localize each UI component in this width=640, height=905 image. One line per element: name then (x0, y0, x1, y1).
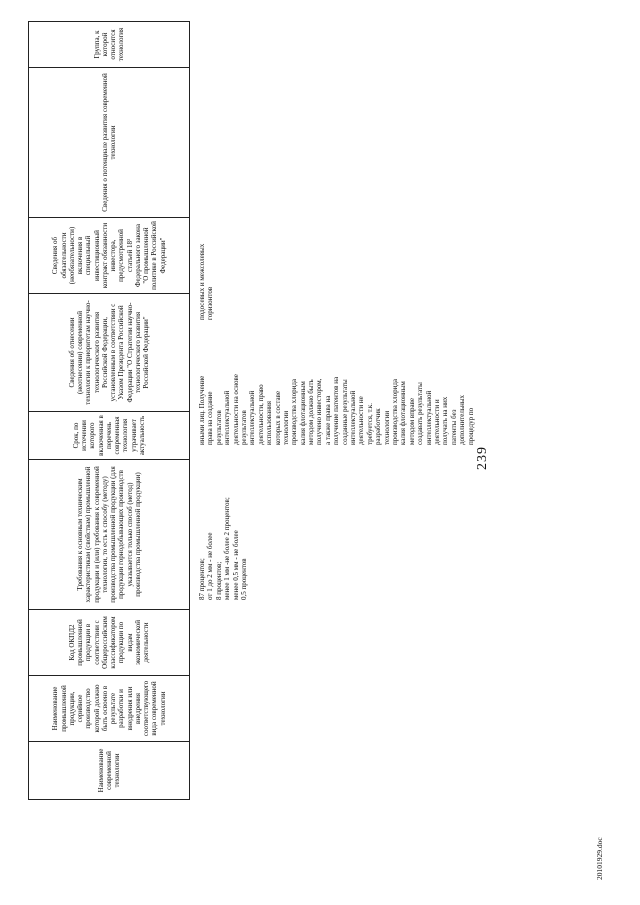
text-line: созданные результаты (340, 379, 349, 445)
text-line: создавать результаты (416, 382, 425, 445)
header-okpd2-code: Код ОКПД2 промышленной продукции в соответствии с Общероссийским классификатором продукции по видам экономической деятельности (29, 610, 190, 676)
text-line: от 1 до 2 мм - не более (206, 532, 215, 600)
text-line: деятельности, право (256, 384, 265, 445)
text-line: методом вправе (407, 398, 416, 445)
text-line: менее 1 мм -не более 2 процентов; (223, 497, 232, 600)
header-relevance-period: Срок, по истечении которого включенная в перечень современная технология утрачивает актуальность (29, 412, 190, 460)
text-line: 87 процентов; (198, 558, 206, 600)
text-line: деятельности и (432, 399, 441, 445)
text-line: 8 процентов; (214, 561, 223, 600)
technology-table (28, 21, 190, 800)
text-line: результатов (239, 410, 248, 445)
investor-obligation-text (198, 327, 475, 445)
text-line: результатов (214, 410, 223, 445)
text-line: получение патентов на (332, 376, 341, 445)
text-line: калия флотационным (399, 381, 408, 445)
text-line: производства хлорида (390, 378, 399, 445)
text-line: производства хлорида (290, 378, 299, 445)
text-line: интеллектуальной (349, 390, 358, 445)
text-line: калия флотационным (298, 381, 307, 445)
text-line: технологии (281, 410, 290, 445)
header-technology-name: Наименование современной технологии (29, 742, 190, 800)
text-line: горизонтов (206, 286, 215, 320)
text-line: 0,5 процентов (239, 558, 248, 600)
table-header-row (29, 22, 190, 800)
text-line: деятельности не (357, 396, 366, 445)
text-line: права на создание (206, 391, 215, 445)
text-line: получать на них (441, 396, 450, 445)
header-technical-requirements: Требования к основным техническим характеристикам (свойствам) промышленной продукции и (или) требования к современной технологии, то есть к способу (методу) производства промышленной продукции (для продукции горнодобывающих производств указывается только способ (метод) производства промышленной продукции) (29, 460, 190, 610)
header-development-potential: Сведения о потенциале развития современной технологии (29, 68, 190, 218)
text-line: деятельности на основе (231, 374, 240, 445)
header-investor-obligation: Сведения об обязательности (необязательности) включения в специальный инвестиционный контракт обязанности инвестора, предусмотренной статьей 18³ Федерального закона "О промышленной политике в Российской Федерации" (29, 218, 190, 294)
rotated-document-page (20, 10, 620, 890)
requirements-values (198, 450, 248, 600)
text-line: интеллектуальной (424, 390, 433, 445)
text-line: интеллектуальной (223, 390, 232, 445)
header-priority-attribution: Сведения об отнесении (неотнесении) современной технологии к приоритетам научно-технологического развития Российской Федерации, установленным в соответствии с Указом Президента Российской Федерации "О Стратегии научно-технологического развития Российской Федерации" (29, 294, 190, 412)
text-line: подосевых и межсолевых (198, 243, 206, 320)
text-line: получено инвестором, (315, 378, 324, 445)
text-line: разработчик (374, 408, 383, 445)
text-line: иными лиц. Получение (198, 375, 206, 445)
header-technology-group: Группа, к которой относится технология (29, 22, 190, 68)
text-line: а также права на (323, 395, 332, 445)
file-name: 20101929.doc (595, 837, 604, 880)
text-line: требуется, т.к. (365, 403, 374, 445)
header-product-name: Наименование промышленной продукции, серийное производство которой должно быть освоено в результате разработки и внедрения или внедрения соответствующего вида современной технологии (29, 676, 190, 742)
text-line: патенты без (449, 409, 458, 445)
text-line: технологии (382, 410, 391, 445)
text-line: методом должно быть (307, 379, 316, 445)
page-number: 239 (475, 446, 490, 470)
text-line: дополнительных (458, 394, 467, 445)
text-line: использования (265, 401, 274, 445)
text-line: которых в составе (273, 391, 282, 445)
development-potential-text (198, 190, 215, 320)
text-line: процедур по (466, 407, 475, 445)
text-line: менее 0,5 мм - не более (231, 530, 240, 600)
text-line: интеллектуальной (248, 390, 257, 445)
